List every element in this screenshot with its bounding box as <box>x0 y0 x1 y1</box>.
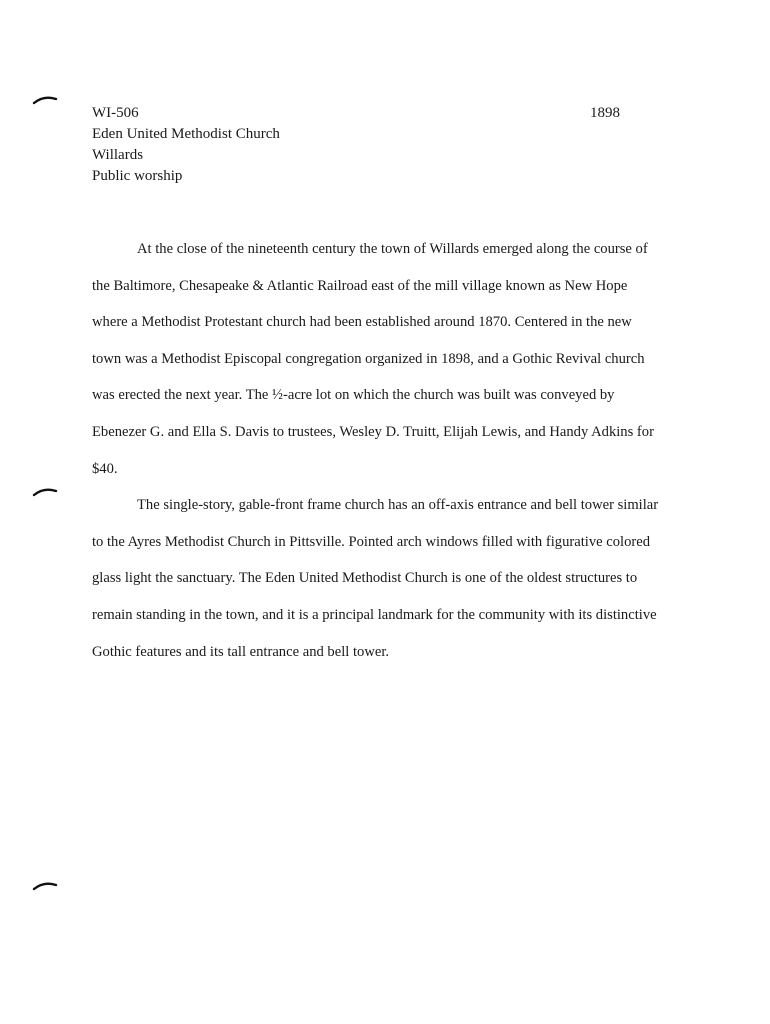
text-line: was erected the next year. The ½-acre lot on which the church was built was conveyed by <box>92 387 615 404</box>
text-line: to the Ayres Methodist Church in Pittsville. Pointed arch windows filled with figurative colored <box>92 533 651 550</box>
text-line: the Baltimore, Chesapeake & Atlantic Railroad east of the mill village known as New Hope <box>92 277 628 294</box>
inventory-id: WI-506 <box>92 105 139 121</box>
text-line: $40. <box>92 460 118 477</box>
property-location: Willards <box>92 147 144 163</box>
property-name: Eden United Methodist Church <box>92 126 280 142</box>
document-body <box>92 231 672 670</box>
text-line: At the close of the nineteenth century the town of Willards emerged along the course of <box>137 241 648 257</box>
paragraph-history <box>92 231 672 487</box>
document-header <box>92 103 652 187</box>
text-line: Gothic features and its tall entrance and bell tower. <box>92 643 390 660</box>
punch-hole-mark-top <box>32 94 58 106</box>
text-line: remain standing in the town, and it is a principal landmark for the community with its distinctive <box>92 606 657 623</box>
text-line: town was a Methodist Episcopal congregation organized in 1898, and a Gothic Revival church <box>92 350 645 367</box>
punch-hole-mark-bottom <box>32 880 58 892</box>
text-line: where a Methodist Protestant church had been established around 1870. Centered in the new <box>92 314 632 331</box>
text-line: Ebenezer G. and Ella S. Davis to trustees, Wesley D. Truitt, Elijah Lewis, and Handy Adkins for <box>92 423 654 440</box>
property-date: 1898 <box>590 105 620 121</box>
text-line: The single-story, gable-front frame church has an off-axis entrance and bell tower similar <box>137 497 659 514</box>
text-line: glass light the sanctuary. The Eden United Methodist Church is one of the oldest structures to <box>92 570 638 587</box>
property-use: Public worship <box>92 168 183 184</box>
punch-hole-mark-middle <box>32 486 58 498</box>
paragraph-description <box>92 487 672 670</box>
